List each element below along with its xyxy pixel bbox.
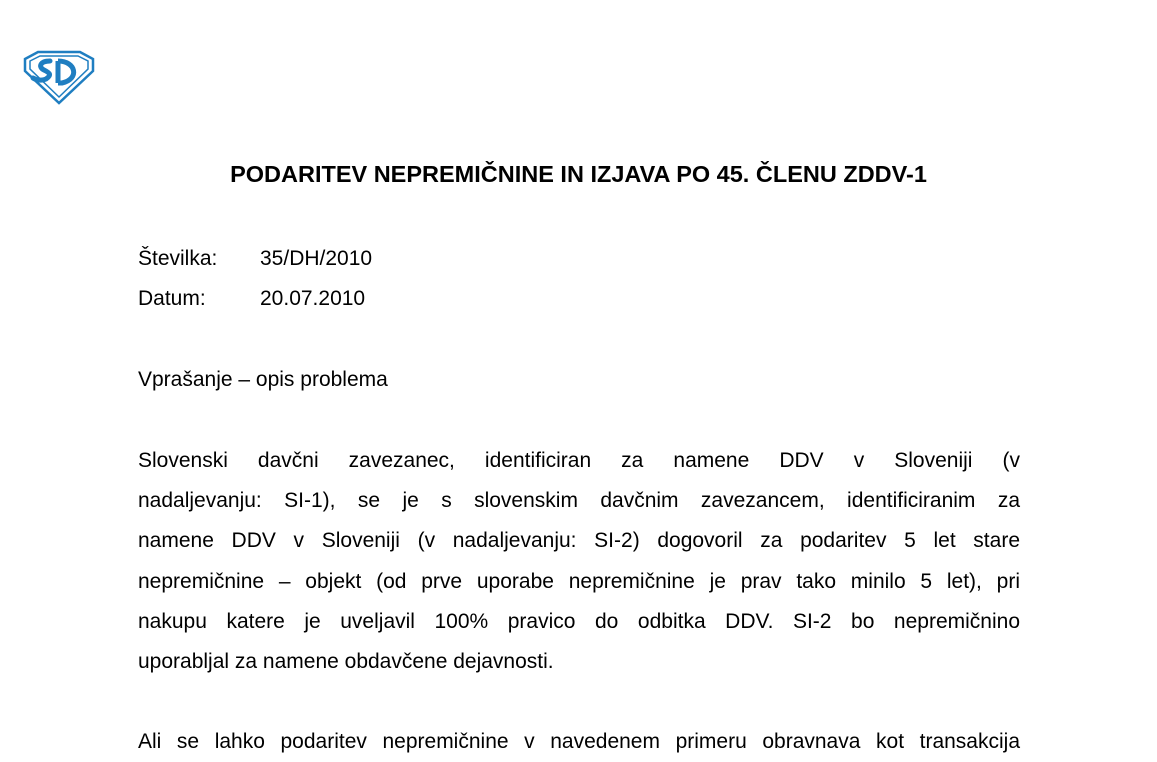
date-row [138, 285, 365, 313]
paragraph-line: nepremičnine – objekt (od prve uporabe nepremičnine je prav tako minilo 5 let), pri [138, 569, 1020, 593]
date-label: Datum: [138, 287, 206, 310]
section-heading: Vprašanje – opis problema [138, 368, 388, 391]
problem-paragraph [138, 441, 1020, 682]
number-label: Številka: [138, 247, 218, 270]
paragraph-line: nakupu katere je uveljavil 100% pravico do odbitka DDV. SI-2 bo nepremičnino [138, 609, 1020, 633]
paragraph-line: nadaljevanju: SI-1), se je s slovenskim davčnim zavezancem, identificiranim za [138, 489, 1020, 513]
date-value: 20.07.2010 [260, 287, 366, 310]
paragraph-line: Slovenski davčni zavezanec, identificiran za namene DDV v Sloveniji (v [138, 449, 1020, 472]
paragraph-line: Ali se lahko podaritev nepremičnine v navedenem primeru obravnava kot transakcija [138, 730, 1020, 753]
sd-logo-icon [22, 49, 96, 105]
number-row [138, 245, 372, 273]
paragraph-line: namene DDV v Sloveniji (v nadaljevanju: SI-2) dogovoril za podaritev 5 let stare [138, 529, 1020, 553]
question-paragraph [138, 722, 1020, 762]
number-value: 35/DH/2010 [260, 247, 373, 270]
document-title: PODARITEV NEPREMIČNINE IN IZJAVA PO 45. ČLENU ZDDV-1 [230, 161, 927, 187]
paragraph-line: uporabljal za namene obdavčene dejavnosti. [138, 650, 554, 674]
